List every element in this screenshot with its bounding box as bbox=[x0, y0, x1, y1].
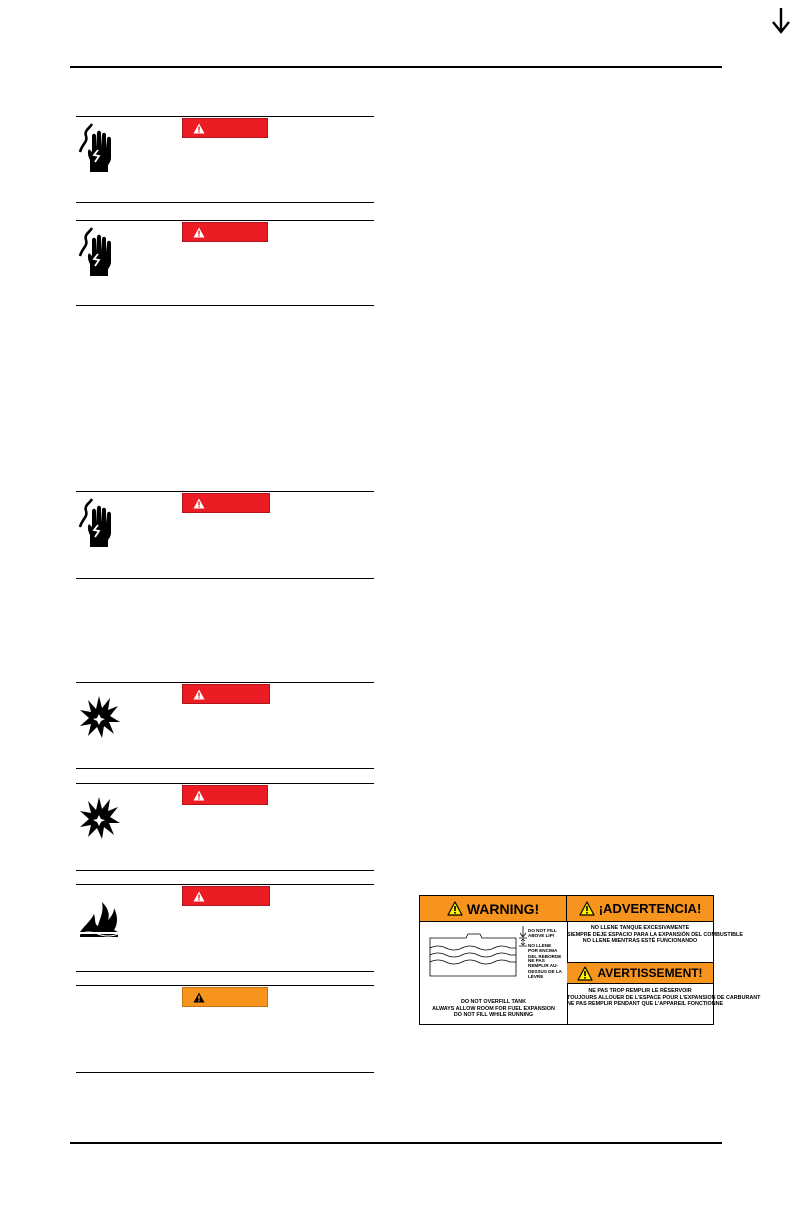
danger-signal-panel bbox=[182, 684, 270, 704]
warning-triangle-icon bbox=[577, 966, 593, 981]
decal-spanish-heading: ¡ADVERTENCIA! bbox=[567, 896, 713, 922]
danger-signal-panel bbox=[182, 118, 268, 138]
alert-triangle-icon bbox=[193, 790, 205, 801]
alert-triangle-icon bbox=[193, 992, 205, 1003]
safety-message-explosion-2 bbox=[76, 783, 374, 871]
fire-icon bbox=[78, 892, 120, 942]
explosion-icon bbox=[78, 793, 120, 843]
decal-spanish-text: NO LLENE TANQUE EXCESIVAMENTE SIEMPRE DEJE ESPACIO PARA LA EXPANSIÓN DEL COMBUSTIBLE NO LLENE MIENTRAS ESTÉ FUNCIONANDO bbox=[567, 925, 743, 945]
danger-signal-panel bbox=[182, 785, 268, 805]
warning-signal-panel bbox=[182, 987, 268, 1007]
alert-triangle-icon bbox=[193, 123, 205, 134]
electric-shock-hand-icon bbox=[78, 497, 120, 547]
header-rule bbox=[70, 66, 722, 68]
explosion-icon bbox=[78, 692, 120, 742]
decal-french-heading: AVERTISSEMENT! bbox=[567, 962, 713, 984]
alert-triangle-icon bbox=[193, 498, 205, 509]
fill-level-english: DO NOT FILL ABOVE LIP! bbox=[528, 928, 557, 939]
alert-triangle-icon bbox=[193, 891, 205, 902]
safety-message-electric-3 bbox=[76, 491, 374, 579]
electric-shock-hand-icon bbox=[78, 122, 120, 172]
danger-signal-panel bbox=[182, 222, 268, 242]
alert-triangle-icon bbox=[193, 227, 205, 238]
footer-rule bbox=[70, 1142, 722, 1144]
alert-triangle-icon bbox=[193, 689, 205, 700]
danger-signal-panel bbox=[182, 886, 270, 906]
safety-message-electric-1 bbox=[76, 116, 374, 203]
safety-message-explosion-1 bbox=[76, 682, 374, 769]
fuel-tank-diagram bbox=[424, 928, 520, 980]
safety-message-electric-2 bbox=[76, 220, 374, 306]
crop-mark-icon bbox=[770, 8, 792, 38]
electric-shock-hand-icon bbox=[78, 226, 120, 276]
warning-triangle-icon bbox=[579, 901, 595, 916]
fill-level-french: NE PAS REMPLIR AU-DESSUS DE LA LÈVRE bbox=[528, 958, 562, 980]
fill-level-spanish: NO LLENE POR ENCIMA DEL REBORDE bbox=[528, 943, 562, 959]
safety-message-warning bbox=[76, 985, 374, 1073]
fuel-tank-warning-decal bbox=[419, 895, 761, 1025]
danger-signal-panel bbox=[182, 493, 270, 513]
fill-level-arrows bbox=[519, 926, 527, 976]
decal-english-text: DO NOT OVERFILL TANK ALWAYS ALLOW ROOM FOR FUEL EXPANSION DO NOT FILL WHILE RUNNING bbox=[432, 999, 555, 1019]
decal-english-heading: WARNING! bbox=[420, 896, 567, 922]
decal-french-text: NE PAS TROP REMPLIR LE RÉSERVOIR TOUJOURS ALLOUER DE L'ESPACE POUR L'EXPANSION DE CARBURANT NE PAS REMPLIR PENDANT QUE L'APPAREIL FONCTIONNE bbox=[567, 988, 761, 1008]
safety-message-fire bbox=[76, 884, 374, 972]
warning-triangle-icon bbox=[447, 901, 463, 916]
